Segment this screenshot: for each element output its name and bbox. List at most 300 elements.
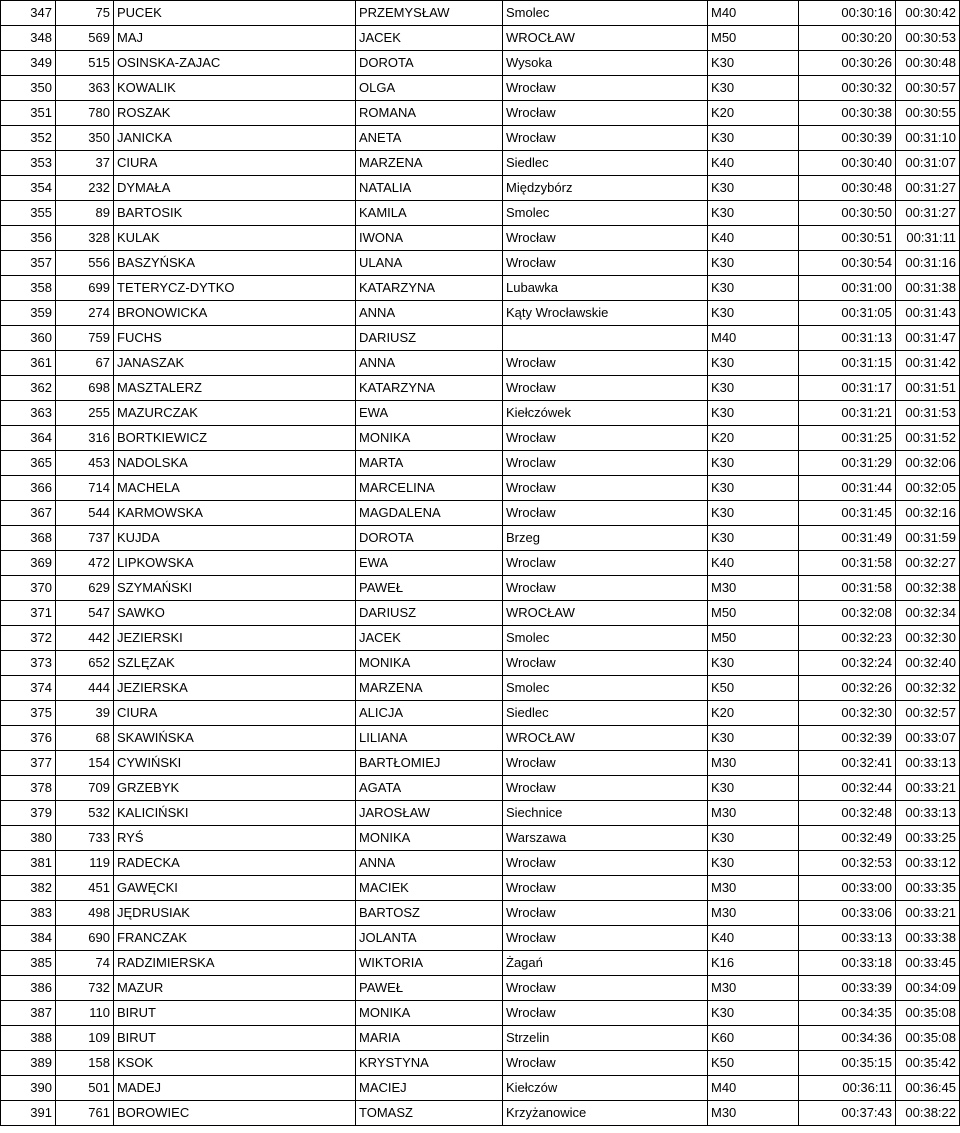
gross-time-cell: 00:38:22 <box>896 1101 960 1126</box>
table-row <box>1 501 960 526</box>
place-cell: 370 <box>1 576 56 601</box>
table-row <box>1 976 960 1001</box>
bib-cell: 501 <box>56 1076 114 1101</box>
table-row <box>1 576 960 601</box>
gross-time-cell: 00:33:07 <box>896 726 960 751</box>
category-cell: K30 <box>708 126 799 151</box>
firstname-cell: EWA <box>356 401 503 426</box>
table-row <box>1 1076 960 1101</box>
table-row <box>1 276 960 301</box>
bib-cell: 316 <box>56 426 114 451</box>
net-time-cell: 00:30:40 <box>799 151 896 176</box>
surname-cell: MAZURCZAK <box>114 401 356 426</box>
place-cell: 376 <box>1 726 56 751</box>
bib-cell: 158 <box>56 1051 114 1076</box>
table-row <box>1 176 960 201</box>
firstname-cell: ANNA <box>356 851 503 876</box>
net-time-cell: 00:30:26 <box>799 51 896 76</box>
category-cell: K30 <box>708 501 799 526</box>
bib-cell: 232 <box>56 176 114 201</box>
place-cell: 355 <box>1 201 56 226</box>
city-cell: Wrocław <box>503 126 708 151</box>
net-time-cell: 00:32:08 <box>799 601 896 626</box>
gross-time-cell: 00:30:48 <box>896 51 960 76</box>
category-cell: M40 <box>708 1076 799 1101</box>
bib-cell: 255 <box>56 401 114 426</box>
bib-cell: 652 <box>56 651 114 676</box>
place-cell: 363 <box>1 401 56 426</box>
table-row <box>1 951 960 976</box>
firstname-cell: JACEK <box>356 26 503 51</box>
net-time-cell: 00:31:21 <box>799 401 896 426</box>
table-row <box>1 376 960 401</box>
gross-time-cell: 00:32:40 <box>896 651 960 676</box>
gross-time-cell: 00:35:42 <box>896 1051 960 1076</box>
gross-time-cell: 00:33:21 <box>896 776 960 801</box>
firstname-cell: MARIA <box>356 1026 503 1051</box>
city-cell: Wrocław <box>503 1051 708 1076</box>
bib-cell: 68 <box>56 726 114 751</box>
city-cell: Wrocław <box>503 976 708 1001</box>
place-cell: 353 <box>1 151 56 176</box>
table-row <box>1 426 960 451</box>
firstname-cell: MARZENA <box>356 151 503 176</box>
table-row <box>1 226 960 251</box>
place-cell: 347 <box>1 1 56 26</box>
city-cell: Warszawa <box>503 826 708 851</box>
bib-cell: 451 <box>56 876 114 901</box>
place-cell: 382 <box>1 876 56 901</box>
bib-cell: 37 <box>56 151 114 176</box>
firstname-cell: OLGA <box>356 76 503 101</box>
surname-cell: BIRUT <box>114 1001 356 1026</box>
gross-time-cell: 00:35:08 <box>896 1001 960 1026</box>
gross-time-cell: 00:33:12 <box>896 851 960 876</box>
place-cell: 348 <box>1 26 56 51</box>
bib-cell: 544 <box>56 501 114 526</box>
bib-cell: 556 <box>56 251 114 276</box>
net-time-cell: 00:31:58 <box>799 576 896 601</box>
gross-time-cell: 00:31:53 <box>896 401 960 426</box>
place-cell: 359 <box>1 301 56 326</box>
city-cell: Smolec <box>503 1 708 26</box>
city-cell: Smolec <box>503 201 708 226</box>
gross-time-cell: 00:36:45 <box>896 1076 960 1101</box>
table-row <box>1 151 960 176</box>
bib-cell: 363 <box>56 76 114 101</box>
surname-cell: MACHELA <box>114 476 356 501</box>
category-cell: M30 <box>708 751 799 776</box>
category-cell: M30 <box>708 576 799 601</box>
place-cell: 374 <box>1 676 56 701</box>
gross-time-cell: 00:31:16 <box>896 251 960 276</box>
bib-cell: 444 <box>56 676 114 701</box>
bib-cell: 453 <box>56 451 114 476</box>
net-time-cell: 00:33:00 <box>799 876 896 901</box>
firstname-cell: MAGDALENA <box>356 501 503 526</box>
gross-time-cell: 00:31:07 <box>896 151 960 176</box>
place-cell: 365 <box>1 451 56 476</box>
category-cell: K40 <box>708 226 799 251</box>
bib-cell: 74 <box>56 951 114 976</box>
category-cell: K20 <box>708 426 799 451</box>
firstname-cell: TOMASZ <box>356 1101 503 1126</box>
category-cell: K30 <box>708 76 799 101</box>
place-cell: 390 <box>1 1076 56 1101</box>
surname-cell: JĘDRUSIAK <box>114 901 356 926</box>
net-time-cell: 00:32:48 <box>799 801 896 826</box>
category-cell: K30 <box>708 301 799 326</box>
category-cell: K60 <box>708 1026 799 1051</box>
surname-cell: SZLĘZAK <box>114 651 356 676</box>
table-row <box>1 126 960 151</box>
city-cell: WROCŁAW <box>503 726 708 751</box>
place-cell: 372 <box>1 626 56 651</box>
place-cell: 373 <box>1 651 56 676</box>
net-time-cell: 00:32:23 <box>799 626 896 651</box>
category-cell: K40 <box>708 151 799 176</box>
gross-time-cell: 00:33:38 <box>896 926 960 951</box>
firstname-cell: EWA <box>356 551 503 576</box>
place-cell: 380 <box>1 826 56 851</box>
table-row <box>1 301 960 326</box>
net-time-cell: 00:34:35 <box>799 1001 896 1026</box>
table-row <box>1 701 960 726</box>
bib-cell: 699 <box>56 276 114 301</box>
place-cell: 364 <box>1 426 56 451</box>
gross-time-cell: 00:32:30 <box>896 626 960 651</box>
results-body <box>1 1 960 1126</box>
surname-cell: CYWIŃSKI <box>114 751 356 776</box>
place-cell: 377 <box>1 751 56 776</box>
surname-cell: BASZYŃSKA <box>114 251 356 276</box>
city-cell: Wrocław <box>503 751 708 776</box>
place-cell: 384 <box>1 926 56 951</box>
bib-cell: 350 <box>56 126 114 151</box>
city-cell: Wrocław <box>503 476 708 501</box>
firstname-cell: ULANA <box>356 251 503 276</box>
category-cell: M30 <box>708 876 799 901</box>
surname-cell: BOROWIEC <box>114 1101 356 1126</box>
table-row <box>1 801 960 826</box>
bib-cell: 629 <box>56 576 114 601</box>
surname-cell: NADOLSKA <box>114 451 356 476</box>
category-cell: K30 <box>708 201 799 226</box>
surname-cell: JEZIERSKI <box>114 626 356 651</box>
city-cell: Międzybórz <box>503 176 708 201</box>
category-cell: K20 <box>708 101 799 126</box>
net-time-cell: 00:30:54 <box>799 251 896 276</box>
surname-cell: GAWĘCKI <box>114 876 356 901</box>
bib-cell: 39 <box>56 701 114 726</box>
gross-time-cell: 00:30:55 <box>896 101 960 126</box>
gross-time-cell: 00:31:59 <box>896 526 960 551</box>
firstname-cell: MACIEK <box>356 876 503 901</box>
bib-cell: 569 <box>56 26 114 51</box>
surname-cell: MAZUR <box>114 976 356 1001</box>
place-cell: 379 <box>1 801 56 826</box>
net-time-cell: 00:31:13 <box>799 326 896 351</box>
net-time-cell: 00:32:26 <box>799 676 896 701</box>
firstname-cell: MONIKA <box>356 651 503 676</box>
net-time-cell: 00:33:06 <box>799 901 896 926</box>
city-cell: Wroclaw <box>503 451 708 476</box>
bib-cell: 737 <box>56 526 114 551</box>
city-cell: Wrocław <box>503 76 708 101</box>
bib-cell: 119 <box>56 851 114 876</box>
surname-cell: RADZIMIERSKA <box>114 951 356 976</box>
bib-cell: 733 <box>56 826 114 851</box>
city-cell: Wrocław <box>503 226 708 251</box>
category-cell: M50 <box>708 626 799 651</box>
surname-cell: JANICKA <box>114 126 356 151</box>
net-time-cell: 00:33:39 <box>799 976 896 1001</box>
net-time-cell: 00:32:49 <box>799 826 896 851</box>
place-cell: 362 <box>1 376 56 401</box>
gross-time-cell: 00:31:27 <box>896 201 960 226</box>
net-time-cell: 00:31:17 <box>799 376 896 401</box>
surname-cell: SZYMAŃSKI <box>114 576 356 601</box>
category-cell: K40 <box>708 926 799 951</box>
table-row <box>1 251 960 276</box>
net-time-cell: 00:30:32 <box>799 76 896 101</box>
gross-time-cell: 00:31:27 <box>896 176 960 201</box>
category-cell: K30 <box>708 401 799 426</box>
gross-time-cell: 00:31:11 <box>896 226 960 251</box>
city-cell: Kąty Wrocławskie <box>503 301 708 326</box>
place-cell: 361 <box>1 351 56 376</box>
place-cell: 389 <box>1 1051 56 1076</box>
city-cell: WROCŁAW <box>503 601 708 626</box>
table-row <box>1 851 960 876</box>
city-cell: Wroclaw <box>503 551 708 576</box>
net-time-cell: 00:31:29 <box>799 451 896 476</box>
category-cell: M30 <box>708 976 799 1001</box>
net-time-cell: 00:34:36 <box>799 1026 896 1051</box>
bib-cell: 442 <box>56 626 114 651</box>
surname-cell: SAWKO <box>114 601 356 626</box>
firstname-cell: JOLANTA <box>356 926 503 951</box>
table-row <box>1 1 960 26</box>
net-time-cell: 00:36:11 <box>799 1076 896 1101</box>
place-cell: 391 <box>1 1101 56 1126</box>
net-time-cell: 00:31:15 <box>799 351 896 376</box>
bib-cell: 75 <box>56 1 114 26</box>
gross-time-cell: 00:32:16 <box>896 501 960 526</box>
city-cell: Wrocław <box>503 101 708 126</box>
gross-time-cell: 00:32:57 <box>896 701 960 726</box>
gross-time-cell: 00:33:21 <box>896 901 960 926</box>
category-cell: M40 <box>708 326 799 351</box>
firstname-cell: NATALIA <box>356 176 503 201</box>
city-cell: WROCŁAW <box>503 26 708 51</box>
category-cell: K30 <box>708 826 799 851</box>
city-cell: Wrocław <box>503 926 708 951</box>
gross-time-cell: 00:32:32 <box>896 676 960 701</box>
place-cell: 357 <box>1 251 56 276</box>
place-cell: 349 <box>1 51 56 76</box>
firstname-cell: WIKTORIA <box>356 951 503 976</box>
category-cell: K30 <box>708 1001 799 1026</box>
city-cell: Siechnice <box>503 801 708 826</box>
gross-time-cell: 00:32:27 <box>896 551 960 576</box>
table-row <box>1 676 960 701</box>
table-row <box>1 876 960 901</box>
firstname-cell: PRZEMYSŁAW <box>356 1 503 26</box>
net-time-cell: 00:31:05 <box>799 301 896 326</box>
surname-cell: BORTKIEWICZ <box>114 426 356 451</box>
table-row <box>1 726 960 751</box>
category-cell: K50 <box>708 1051 799 1076</box>
surname-cell: LIPKOWSKA <box>114 551 356 576</box>
net-time-cell: 00:31:58 <box>799 551 896 576</box>
surname-cell: CIURA <box>114 701 356 726</box>
place-cell: 385 <box>1 951 56 976</box>
table-row <box>1 601 960 626</box>
net-time-cell: 00:32:30 <box>799 701 896 726</box>
gross-time-cell: 00:33:13 <box>896 751 960 776</box>
gross-time-cell: 00:30:42 <box>896 1 960 26</box>
category-cell: K30 <box>708 251 799 276</box>
category-cell: K20 <box>708 701 799 726</box>
bib-cell: 761 <box>56 1101 114 1126</box>
table-row <box>1 451 960 476</box>
gross-time-cell: 00:33:25 <box>896 826 960 851</box>
firstname-cell: DARIUSZ <box>356 326 503 351</box>
surname-cell: KOWALIK <box>114 76 356 101</box>
firstname-cell: MACIEJ <box>356 1076 503 1101</box>
net-time-cell: 00:30:20 <box>799 26 896 51</box>
city-cell: Wrocław <box>503 901 708 926</box>
category-cell: K40 <box>708 551 799 576</box>
firstname-cell: DARIUSZ <box>356 601 503 626</box>
firstname-cell: ROMANA <box>356 101 503 126</box>
city-cell <box>503 326 708 351</box>
table-row <box>1 201 960 226</box>
city-cell: Wrocław <box>503 851 708 876</box>
category-cell: M30 <box>708 801 799 826</box>
net-time-cell: 00:32:39 <box>799 726 896 751</box>
table-row <box>1 1051 960 1076</box>
category-cell: K16 <box>708 951 799 976</box>
net-time-cell: 00:31:49 <box>799 526 896 551</box>
firstname-cell: AGATA <box>356 776 503 801</box>
firstname-cell: IWONA <box>356 226 503 251</box>
firstname-cell: ALICJA <box>356 701 503 726</box>
surname-cell: CIURA <box>114 151 356 176</box>
category-cell: K30 <box>708 276 799 301</box>
place-cell: 375 <box>1 701 56 726</box>
gross-time-cell: 00:32:05 <box>896 476 960 501</box>
place-cell: 387 <box>1 1001 56 1026</box>
surname-cell: BIRUT <box>114 1026 356 1051</box>
city-cell: Kiełczówek <box>503 401 708 426</box>
surname-cell: GRZEBYK <box>114 776 356 801</box>
net-time-cell: 00:33:18 <box>799 951 896 976</box>
city-cell: Wrocław <box>503 876 708 901</box>
net-time-cell: 00:32:41 <box>799 751 896 776</box>
city-cell: Wysoka <box>503 51 708 76</box>
bib-cell: 154 <box>56 751 114 776</box>
place-cell: 354 <box>1 176 56 201</box>
bib-cell: 498 <box>56 901 114 926</box>
net-time-cell: 00:32:24 <box>799 651 896 676</box>
table-row <box>1 776 960 801</box>
net-time-cell: 00:37:43 <box>799 1101 896 1126</box>
net-time-cell: 00:30:48 <box>799 176 896 201</box>
bib-cell: 89 <box>56 201 114 226</box>
category-cell: M50 <box>708 601 799 626</box>
gross-time-cell: 00:35:08 <box>896 1026 960 1051</box>
category-cell: K30 <box>708 376 799 401</box>
net-time-cell: 00:31:25 <box>799 426 896 451</box>
surname-cell: MASZTALERZ <box>114 376 356 401</box>
place-cell: 351 <box>1 101 56 126</box>
gross-time-cell: 00:32:34 <box>896 601 960 626</box>
firstname-cell: BARTŁOMIEJ <box>356 751 503 776</box>
category-cell: M30 <box>708 1101 799 1126</box>
bib-cell: 780 <box>56 101 114 126</box>
firstname-cell: JACEK <box>356 626 503 651</box>
table-row <box>1 51 960 76</box>
gross-time-cell: 00:33:13 <box>896 801 960 826</box>
gross-time-cell: 00:31:43 <box>896 301 960 326</box>
surname-cell: JEZIERSKA <box>114 676 356 701</box>
table-row <box>1 626 960 651</box>
gross-time-cell: 00:33:35 <box>896 876 960 901</box>
surname-cell: KUJDA <box>114 526 356 551</box>
bib-cell: 109 <box>56 1026 114 1051</box>
gross-time-cell: 00:31:52 <box>896 426 960 451</box>
category-cell: K30 <box>708 451 799 476</box>
gross-time-cell: 00:30:57 <box>896 76 960 101</box>
net-time-cell: 00:33:13 <box>799 926 896 951</box>
net-time-cell: 00:30:39 <box>799 126 896 151</box>
bib-cell: 274 <box>56 301 114 326</box>
gross-time-cell: 00:31:51 <box>896 376 960 401</box>
surname-cell: KALICIŃSKI <box>114 801 356 826</box>
place-cell: 378 <box>1 776 56 801</box>
surname-cell: FUCHS <box>114 326 356 351</box>
table-row <box>1 101 960 126</box>
table-row <box>1 526 960 551</box>
place-cell: 358 <box>1 276 56 301</box>
category-cell: K50 <box>708 676 799 701</box>
category-cell: K30 <box>708 476 799 501</box>
bib-cell: 532 <box>56 801 114 826</box>
net-time-cell: 00:32:53 <box>799 851 896 876</box>
place-cell: 381 <box>1 851 56 876</box>
table-row <box>1 651 960 676</box>
place-cell: 360 <box>1 326 56 351</box>
bib-cell: 110 <box>56 1001 114 1026</box>
surname-cell: DYMAŁA <box>114 176 356 201</box>
table-row <box>1 1101 960 1126</box>
table-row <box>1 926 960 951</box>
surname-cell: RYŚ <box>114 826 356 851</box>
place-cell: 366 <box>1 476 56 501</box>
gross-time-cell: 00:31:38 <box>896 276 960 301</box>
net-time-cell: 00:30:51 <box>799 226 896 251</box>
category-cell: K30 <box>708 726 799 751</box>
net-time-cell: 00:35:15 <box>799 1051 896 1076</box>
firstname-cell: MONIKA <box>356 426 503 451</box>
table-row <box>1 901 960 926</box>
table-row <box>1 26 960 51</box>
gross-time-cell: 00:31:42 <box>896 351 960 376</box>
firstname-cell: KATARZYNA <box>356 376 503 401</box>
surname-cell: MADEJ <box>114 1076 356 1101</box>
